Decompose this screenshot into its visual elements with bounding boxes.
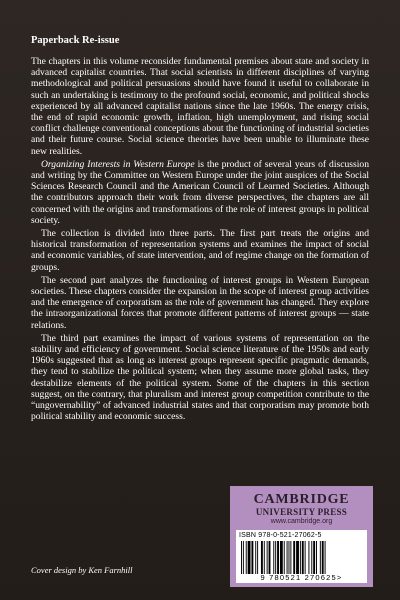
- barcode-digits: [239, 573, 364, 582]
- paragraph-3: The collection is divided into three parts. The first part treats the origins and historical transformation of representation systems and examines the impact of social and economic variables, of state intervention, and of regime change on the formation of groups.: [31, 228, 369, 273]
- cover-design-credit: Cover design by Ken Farnhill: [31, 565, 133, 575]
- isbn-text: ISBN 978-0-521-27062-5: [239, 532, 322, 539]
- publisher-subtitle: UNIVERSITY PRESS: [255, 507, 348, 517]
- paragraph-4: The second part analyzes the functioning of interest groups in Western European societies. These chapters consider the expansion in the scope of interest group activities and the emergence of corporatism as the role of government has changed. They explore the intraorganizational forces that promote different patterns of interest groups — state relations.: [31, 274, 369, 331]
- publisher-url: www.cambridge.org: [270, 518, 333, 525]
- barcode-icon: [239, 541, 364, 574]
- paragraph-2: [31, 159, 369, 226]
- barcode-panel: [236, 530, 367, 583]
- paragraph-2-text: is the product of several years of discussion and writing by the Committee on Western Europe under the joint auspices of the Social Sciences Research Council and the American Council of Learned Societies. Although the contributors approach their work from diverse perspectives, the chapters are all concerned with the origins and transformations of the role of interest groups in political society.: [31, 158, 369, 226]
- publisher-name: CAMBRIDGE: [253, 492, 350, 507]
- publisher-block: [230, 486, 373, 587]
- book-title: Organizing Interests in Western Europe: [41, 158, 195, 170]
- blurb-text: [31, 56, 369, 423]
- paragraph-1: The chapters in this volume reconsider fundamental premises about state and society in advanced capitalist countries. That social scientists in different disciplines of varying methodological and political persuasions should have found it useful to collaborate in such an undertaking is testimony to the profound social, economic, and political shocks experienced by all advanced capitalist nations since the late 1960s. The energy crisis, the end of rapid economic growth, inflation, high unemployment, and rising social conflict challenge conventional conceptions about the functioning of industrial societies and their future course. Social science theories have been unable to illuminate these new realities.: [31, 56, 369, 157]
- barcode-end-mark: >: [336, 573, 343, 582]
- barcode-number: 9 780521 270625: [260, 573, 337, 582]
- paragraph-5: The third part examines the impact of various systems of representation on the stability and efficiency of government. Social science literature of the 1950s and early 1960s suggested that as long as interest groups represent specific pragmatic demands, they tend to stabilize the political system; when they assume more global tasks, they destabilize elements of the political system. Some of the chapters in this section suggest, on the contrary, that pluralism and interest group competition contribute to the “ungovernability” of advanced industrial states and that corporatism may promote both political stability and economic success.: [31, 332, 369, 423]
- reissue-label: Paperback Re-issue: [31, 35, 120, 46]
